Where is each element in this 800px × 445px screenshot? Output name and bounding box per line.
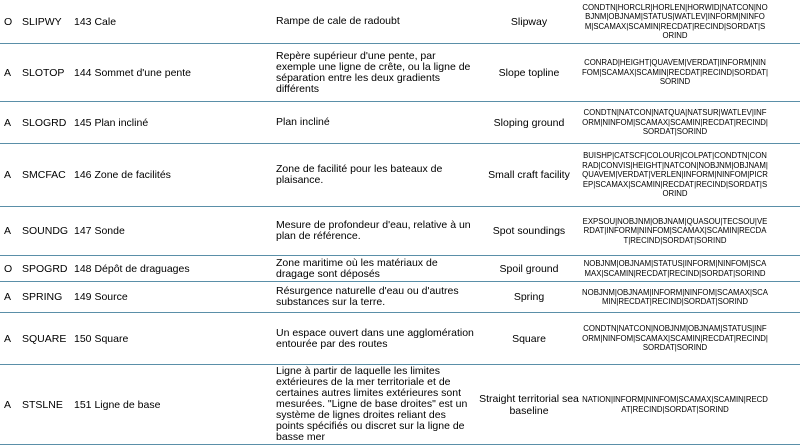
object-english-name-cell	[472, 144, 586, 206]
object-attributes: CONDTN|HORCLR|HORLEN|HORWID|NATCON|NOBJNM|OBJNAM|STATUS|WATLEV|INFORM|NINFOM|SCAMAX|SCAMIN|RECDAT|RECIND|SORDAT|SORIND	[582, 2, 768, 40]
object-english-name: Sloping ground	[493, 116, 565, 129]
object-number: 148	[74, 262, 92, 275]
object-description-cell	[276, 282, 476, 312]
object-attributes: CONDTN|NATCON|NATQUA|NATSUR|WATLEV|INFORM|NINFOM|SCAMAX|SCAMIN|RECDAT|RECIND|SORDAT|SORIND	[582, 108, 768, 137]
object-code-cell	[22, 0, 72, 43]
object-attributes: NOBJNM|OBJNAM|STATUS|INFORM|NINFOM|SCAMAX|SCAMIN|RECDAT|RECIND|SORDAT|SORIND	[583, 259, 767, 278]
object-number: 149	[74, 291, 92, 303]
object-attributes: CONDTN|NATCON|NOBJNM|OBJNAM|STATUS|INFORM|NINFOM|SCAMAX|SCAMIN|RECDAT|RECIND|SORDAT|SORIND	[582, 324, 768, 353]
object-english-name: Spoil ground	[499, 262, 559, 275]
object-number: 150	[74, 332, 92, 345]
object-label-cell	[74, 365, 264, 444]
object-attributes: CONRAD|HEIGHT|QUAVEM|VERDAT|INFORM|NINFOM|SCAMAX|SCAMIN|RECDAT|RECIND|SORDAT|SORIND	[582, 58, 769, 87]
object-description: Un espace ouvert dans une agglomération entourée par des routes	[276, 326, 474, 350]
table-row	[0, 144, 800, 207]
object-english-name-cell	[472, 282, 586, 312]
object-label-cell	[74, 256, 264, 281]
object-code-cell	[22, 207, 72, 255]
object-attributes-cell	[582, 102, 768, 143]
object-description: Plan incliné	[276, 116, 330, 128]
object-label-cell	[74, 144, 264, 206]
object-description: Ligne à partir de laquelle les limites extérieures de la mer territoriale et de certaines autres limites extérieures sont mesurées. "Ligne de base droites" est un système de lignes droites reliant des points spécifiés ou discret sur la ligne de basse mer	[276, 365, 468, 443]
object-type: A	[4, 169, 12, 181]
object-code: SPOGRD	[22, 262, 68, 275]
object-attributes-cell	[582, 144, 768, 206]
object-code-cell	[22, 102, 72, 143]
object-label-cell	[74, 102, 264, 143]
object-type-cell	[4, 0, 18, 43]
object-number: 143	[74, 15, 92, 28]
object-label-cell	[74, 282, 264, 312]
table-row	[0, 282, 800, 313]
object-number: 145	[74, 116, 92, 129]
object-label: Ligne de base	[94, 398, 161, 411]
table-row	[0, 207, 800, 256]
object-label: Zone de facilités	[94, 169, 171, 181]
object-type-cell	[4, 313, 18, 364]
table-row	[0, 313, 800, 365]
object-description: Zone maritime où les matériaux de dragage sont déposés	[276, 256, 438, 280]
object-label: Plan incliné	[94, 116, 149, 129]
object-attributes: EXPSOU|NOBJNM|OBJNAM|QUASOU|TECSOU|VERDAT|INFORM|NINFOM|SCAMAX|SCAMIN|RECDAT|RECIND|SORDAT|SORIND	[582, 216, 768, 245]
object-label: Dépôt de draguages	[94, 262, 190, 275]
object-label: Sommet d'une pente	[94, 66, 192, 79]
object-type: A	[4, 332, 12, 345]
object-description-cell	[276, 0, 476, 43]
object-number: 146	[74, 169, 92, 181]
table-row	[0, 365, 800, 445]
object-description-cell	[276, 102, 476, 143]
object-type: O	[4, 262, 13, 275]
object-type-cell	[4, 365, 18, 444]
object-english-name-cell	[472, 0, 586, 43]
object-description-cell	[276, 365, 476, 444]
object-label: Cale	[94, 15, 117, 28]
object-label-cell	[74, 207, 264, 255]
object-type: O	[4, 15, 13, 28]
object-description: Résurgence naturelle d'eau ou d'autres substances sur la terre.	[276, 285, 459, 308]
object-number: 144	[74, 66, 92, 79]
object-label-cell	[74, 313, 264, 364]
object-code: STSLNE	[22, 398, 63, 411]
object-code: SMCFAC	[22, 169, 66, 181]
object-type-cell	[4, 282, 18, 312]
object-type-cell	[4, 207, 18, 255]
object-number: 151	[74, 398, 92, 411]
object-description: Repère supérieur d'une pente, par exemple une ligne de crête, ou la ligne de séparation entre les deux gradients différents	[276, 49, 471, 95]
object-attributes: BUISHP|CATSCF|COLOUR|COLPAT|CONDTN|CONRAD|CONVIS|HEIGHT|NATCON|NOBJNM|OBJNAM|QUAVEM|VERDAT|VERLEN|INFORM|NINFOM|PICREP|SCAMAX|SCAMIN|RECDAT|RECIND|SORDAT|SORIND	[582, 151, 768, 199]
object-attributes: NATION|INFORM|NINFOM|SCAMAX|SCAMIN|RECDAT|RECIND|SORDAT|SORIND	[582, 395, 768, 414]
table-row	[0, 0, 800, 44]
object-label: Square	[94, 332, 129, 345]
object-description: Rampe de cale de radoubt	[276, 15, 400, 27]
object-label: Source	[94, 291, 128, 303]
object-description: Zone de facilité pour les bateaux de plaisance.	[276, 163, 443, 186]
object-english-name-cell	[472, 207, 586, 255]
object-type: A	[4, 225, 12, 237]
object-attributes-cell	[582, 365, 768, 444]
object-type: A	[4, 116, 12, 129]
object-code: SLOTOP	[22, 66, 65, 79]
object-description: Mesure de profondeur d'eau, relative à un plan de référence.	[276, 219, 471, 242]
table-row	[0, 44, 800, 102]
object-type-cell	[4, 144, 18, 206]
object-code: SLOGRD	[22, 116, 67, 129]
object-description-cell	[276, 313, 476, 364]
object-code: SPRING	[22, 291, 63, 303]
object-attributes-cell	[582, 282, 768, 312]
object-code-cell	[22, 365, 72, 444]
table-row	[0, 102, 800, 144]
object-number: 147	[74, 225, 92, 237]
object-type-cell	[4, 256, 18, 281]
object-code-cell	[22, 282, 72, 312]
object-label-cell	[74, 44, 264, 101]
object-description-cell	[276, 256, 476, 281]
object-type-cell	[4, 102, 18, 143]
object-code: SQUARE	[22, 332, 67, 345]
object-english-name: Straight territorial sea baseline	[479, 392, 579, 417]
object-code-cell	[22, 313, 72, 364]
object-english-name: Square	[512, 332, 546, 345]
object-label-cell	[74, 0, 264, 43]
object-description-cell	[276, 207, 476, 255]
object-english-name-cell	[472, 313, 586, 364]
object-code: SOUNDG	[22, 225, 69, 237]
table-row	[0, 256, 800, 282]
object-english-name-cell	[472, 44, 586, 101]
object-attributes-cell	[582, 313, 768, 364]
object-type: A	[4, 398, 12, 411]
object-type: A	[4, 291, 12, 303]
object-attributes-cell	[582, 44, 768, 101]
object-type: A	[4, 66, 12, 79]
object-code-cell	[22, 44, 72, 101]
object-attributes-cell	[582, 256, 768, 281]
object-english-name: Spot soundings	[492, 225, 566, 237]
object-english-name-cell	[472, 102, 586, 143]
object-english-name: Slope topline	[498, 66, 560, 79]
object-description-cell	[276, 44, 476, 101]
object-english-name-cell	[472, 256, 586, 281]
object-english-name: Slipway	[510, 15, 548, 28]
object-code-cell	[22, 144, 72, 206]
object-english-name-cell	[472, 365, 586, 444]
object-attributes-cell	[582, 207, 768, 255]
object-code: SLIPWY	[22, 15, 62, 28]
object-attributes-cell	[582, 0, 768, 43]
object-code-cell	[22, 256, 72, 281]
object-description-cell	[276, 144, 476, 206]
object-type-cell	[4, 44, 18, 101]
object-label: Sonde	[94, 225, 125, 237]
object-attributes: NOBJNM|OBJNAM|INFORM|NINFOM|SCAMAX|SCAMIN|RECDAT|RECIND|SORDAT|SORIND	[582, 287, 768, 306]
object-english-name: Small craft facility	[488, 169, 570, 181]
object-english-name: Spring	[513, 291, 545, 303]
